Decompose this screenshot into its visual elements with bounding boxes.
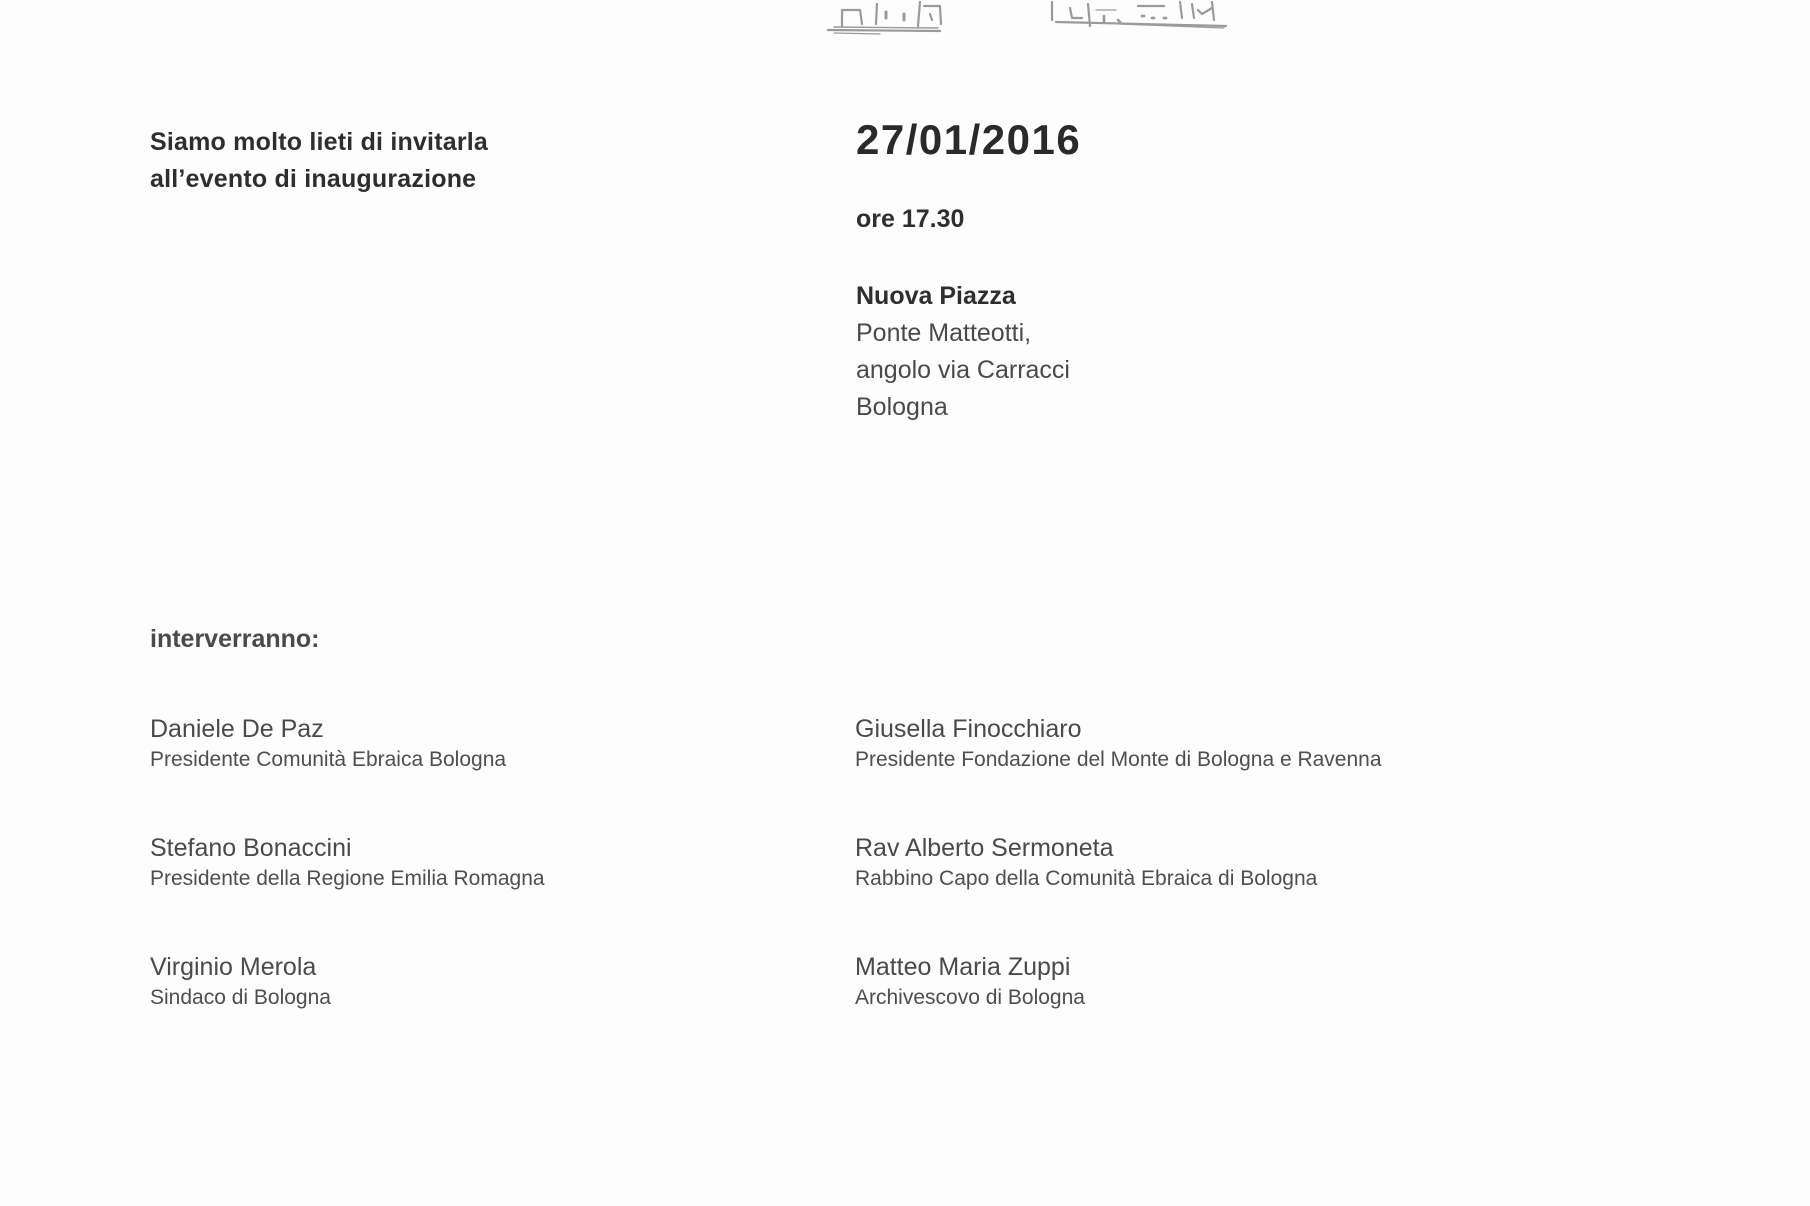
speaker-entry [855,832,1317,894]
invitation-line-2: all’evento di inaugurazione [150,165,477,193]
event-time: ore 17.30 [856,205,965,233]
venue-city: Bologna [856,393,948,421]
venue-address-line-1: Ponte Matteotti, [856,319,1032,347]
invitation-line-1: Siamo molto lieti di invitarla [150,128,489,156]
speaker-role: Sindaco di Bologna [150,986,331,1009]
event-venue [856,278,1070,426]
speaker-role: Presidente della Regione Emilia Romagna [150,867,545,890]
speaker-role: Archivescovo di Bologna [855,986,1085,1009]
speaker-name: Giusella Finocchiaro [855,715,1082,743]
speaker-name: Matteo Maria Zuppi [855,953,1071,981]
speaker-name: Stefano Bonaccini [150,834,352,862]
speaker-entry [150,951,331,1013]
venue-address-line-2: angolo via Carracci [856,356,1070,384]
speaker-role: Rabbino Capo della Comunità Ebraica di Bologna [855,867,1318,890]
speaker-name: Virginio Merola [150,953,317,981]
event-date: 27/01/2016 [856,116,1082,163]
speaker-role: Presidente Fondazione del Monte di Bologna e Ravenna [855,748,1382,771]
speaker-entry [855,951,1085,1013]
speakers-heading: interverranno: [150,625,320,653]
sketch-illustration [820,0,1240,40]
speaker-name: Rav Alberto Sermoneta [855,834,1114,862]
invitation-text [150,124,488,198]
speaker-name: Daniele De Paz [150,715,324,743]
speaker-entry [150,713,506,775]
speaker-entry [150,832,545,894]
venue-name: Nuova Piazza [856,282,1016,310]
speaker-role: Presidente Comunità Ebraica Bologna [150,748,507,771]
speaker-entry [855,713,1382,775]
